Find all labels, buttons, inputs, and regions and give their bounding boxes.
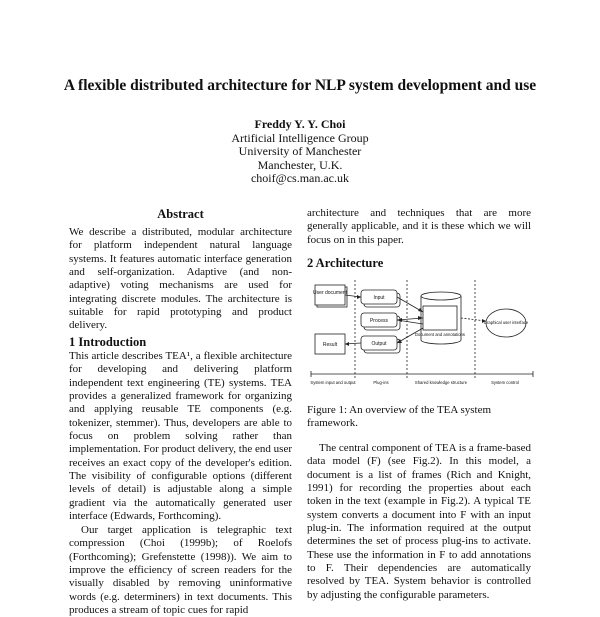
author-block — [150, 118, 450, 186]
fig-label-output: Output — [371, 341, 387, 347]
author-affiliation: Artificial Intelligence Group — [231, 130, 369, 145]
introduction-paragraph-2: Our target application is telegraphic text compression (Choi (1999b); of Roelofs (Forthcoming); Grefenstette (1998)). We aim to improve the efficiency of screen readers for the visually disabled by removing uninformative words (e.g. determiners) in text documents. This produces a stream of topic cues for rapid — [69, 524, 292, 617]
architecture-paragraph-1: The central component of TEA is a frame-based data model (F) (see Fig.2). In this model, a document is a list of frames (Rich and Knight, 1991) for recording the properties about each token in the text (example in Fig.2). A typical TE system converts a document into F with an input plug-in. The information required at the output determines the set of process plug-ins to activate. These use the information in F to add annotations to F. Their dependencies are automatically resolved by TEA. System behavior is controlled by adjusting the configurable parameters. — [307, 442, 531, 601]
fig-bottom-label-control: System control — [491, 380, 519, 385]
paper-title: A flexible distributed architecture for NLP system development and use — [63, 77, 537, 94]
fig-label-data-model: Document and annotations — [414, 332, 466, 337]
fig-label-input: Input — [373, 295, 385, 301]
fig-label-process: Process — [369, 318, 389, 324]
fig-bottom-label-plugins: Plug-ins — [373, 380, 389, 385]
fig-label-user-document: User document — [313, 290, 347, 296]
abstract-text: We describe a distributed, modular architecture for platform independent natural language systems. It features automatic interface generation and self-organization. Adaptive (and non-adaptive) voting mechanisms are used for integrating discrete modules. The architecture is suitable for rapid prototyping and product delivery. — [69, 226, 292, 332]
fig-bottom-label-shared: Shared knowledge structure — [414, 380, 468, 385]
fig-label-result: Result — [322, 342, 338, 348]
author-location: Manchester, U.K. — [257, 157, 343, 172]
author-name: Freddy Y. Y. Choi — [254, 117, 346, 131]
right-column-continuation: architecture and techniques that are more generally applicable, and it is these which we will focus on in this paper. — [307, 207, 531, 246]
fig-label-gui: Graphical user interface — [483, 320, 529, 325]
author-institution: University of Manchester — [238, 144, 362, 158]
introduction-paragraph-1: This article describes TEA¹, a flexible architecture for developing and delivering platform independent text engineering (TE) systems. TEA provides a generalized framework for organizing and applying reusable TE components (e.g. tokenizer, stemmer). Thus, developers are able to focus on problem solving rather than implementation. For product delivery, the end user receives an exact copy of the developer's edition. The visibility of configurable options (different levels of detail) is adjustable along a simple gradient via the automatically generated user interface (Edwards, Forthcoming). — [69, 350, 292, 523]
abstract-heading: Abstract — [157, 207, 204, 221]
figure-1-caption: Figure 1: An overview of the TEA system framework. — [307, 404, 492, 430]
architecture-heading: 2 Architecture — [307, 256, 384, 270]
introduction-heading: 1 Introduction — [69, 335, 147, 349]
author-email: choif@cs.man.ac.uk — [250, 171, 349, 185]
figure-1-diagram — [307, 276, 537, 401]
fig-bottom-label-io: System input and output — [310, 380, 356, 385]
